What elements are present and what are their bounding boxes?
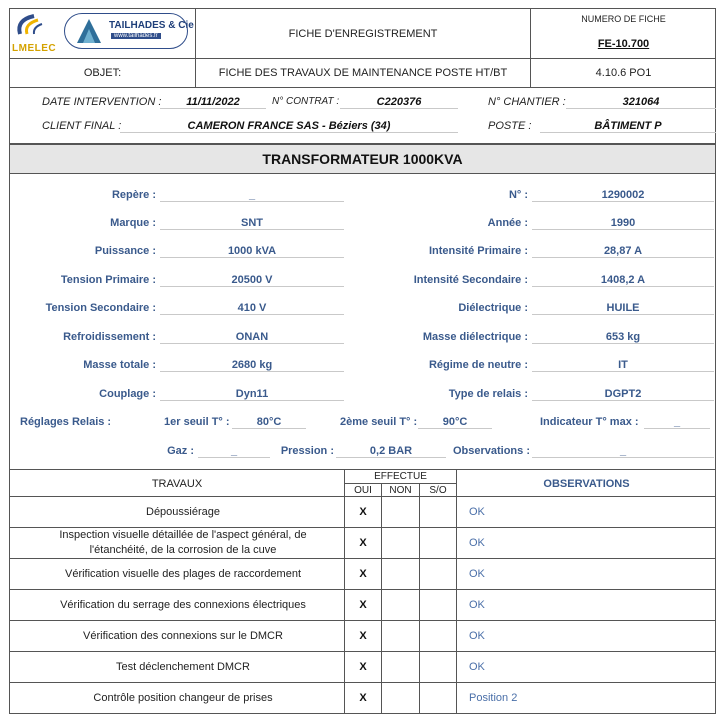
task-cell: Vérification visuelle des plages de raccordement (64, 567, 302, 580)
non-cell (382, 652, 419, 682)
spec-left-label: Masse totale : (83, 359, 156, 371)
spec-right-value: 1990 (532, 217, 714, 230)
spec-right-label: Type de relais : (448, 388, 528, 400)
non-cell (382, 621, 419, 651)
oui-cell: X (359, 630, 367, 642)
spec-left-label: Marque : (110, 217, 156, 229)
tailhades-logo-icon (75, 17, 103, 45)
pression-label: Pression : (280, 445, 334, 457)
spec-right-label: N° : (508, 189, 528, 201)
task-cell: Vérification des connexions sur le DMCR (83, 629, 283, 642)
spec-right-value: IT (532, 359, 714, 372)
spec-right-label: Intensité Secondaire : (413, 274, 528, 286)
client-label: CLIENT FINAL : (42, 120, 122, 132)
non-cell (382, 683, 419, 713)
so-cell (420, 590, 456, 620)
section-title: TRANSFORMATEUR 1000KVA (9, 144, 716, 174)
observations-value: _ (532, 445, 714, 458)
non-cell (382, 559, 419, 589)
spec-right-label: Diélectrique : (458, 302, 528, 314)
observation-cell: OK (469, 599, 485, 611)
vline-so (456, 470, 457, 714)
pression-value: 0,2 BAR (336, 445, 446, 458)
so-cell (420, 683, 456, 713)
spec-left-label: Tension Primaire : (60, 274, 156, 286)
task-cell: Vérification du serrage des connexions électriques (60, 598, 306, 611)
spec-left-value: _ (160, 189, 344, 202)
spec-left-label: Repère : (111, 189, 156, 201)
oui-cell: X (359, 661, 367, 673)
oui-header: OUI (354, 484, 372, 496)
spec-right-value: DGPT2 (532, 388, 714, 401)
spec-left-value: 1000 kVA (160, 245, 344, 258)
non-cell (382, 590, 419, 620)
objet-label: OBJET: (83, 67, 122, 79)
task-cell: Contrôle position changeur de prises (93, 691, 273, 704)
spec-left-value: SNT (160, 217, 344, 230)
seuil1-value: 80°C (232, 416, 306, 429)
so-header: S/O (429, 484, 447, 496)
form-title: FICHE D'ENREGISTREMENT (288, 27, 438, 40)
oui-cell: X (359, 537, 367, 549)
oui-cell: X (359, 599, 367, 611)
observation-cell: Position 2 (469, 692, 518, 704)
date-value: 11/11/2022 (160, 96, 266, 109)
contrat-label: N° CONTRAT : (272, 96, 340, 107)
seuil2-value: 90°C (418, 416, 492, 429)
task-cell: Dépoussiérage (146, 505, 220, 518)
spec-left-label: Puissance : (94, 245, 156, 257)
spec-left-value: 410 V (160, 302, 344, 315)
observation-cell: OK (469, 506, 485, 518)
gaz-label: Gaz : (167, 445, 194, 457)
non-header: NON (389, 484, 412, 496)
oui-cell: X (359, 692, 367, 704)
tailhades-logo-url: www.tailhades.fr (111, 33, 161, 39)
spec-left-value: ONAN (160, 331, 344, 344)
spec-left-value: Dyn11 (160, 388, 344, 401)
observation-cell: OK (469, 630, 485, 642)
lmelec-logo-icon (12, 12, 62, 40)
oui-cell: X (359, 506, 367, 518)
observation-cell: OK (469, 568, 485, 580)
spec-right-value: 1408,2 A (532, 274, 714, 287)
seuil2-label: 2ème seuil T° : (340, 416, 418, 428)
so-cell (420, 621, 456, 651)
so-cell (420, 528, 456, 558)
so-cell (420, 652, 456, 682)
spec-right-label: Année : (487, 217, 528, 229)
travaux-header: TRAVAUX (151, 477, 203, 490)
tailhades-logo (64, 13, 194, 49)
spec-right-value: 28,87 A (532, 245, 714, 258)
chantier-label: N° CHANTIER : (488, 96, 566, 108)
effectue-header: EFFECTUE (374, 471, 427, 482)
oui-cell: X (359, 568, 367, 580)
spec-right-value: 653 kg (532, 331, 714, 344)
spec-right-label: Intensité Primaire : (428, 245, 528, 257)
spec-right-label: Régime de neutre : (428, 359, 528, 371)
indicateur-value: _ (644, 416, 710, 429)
client-value: CAMERON FRANCE SAS - Béziers (34) (120, 120, 458, 133)
lmelec-logo-text: LMELEC (12, 43, 57, 54)
observation-cell: OK (469, 537, 485, 549)
chantier-value: 321064 (566, 96, 716, 109)
tailhades-logo-text: TAILHADES & Cie (109, 20, 194, 31)
indicateur-label: Indicateur T° max : (540, 416, 639, 428)
gaz-value: _ (198, 445, 270, 458)
seuil1-label: 1er seuil T° : (164, 416, 230, 428)
date-label: DATE INTERVENTION : (42, 96, 162, 108)
so-cell (420, 559, 456, 589)
objet-value: FICHE DES TRAVAUX DE MAINTENANCE POSTE HT/BT (218, 67, 508, 79)
so-cell (420, 497, 456, 527)
spec-left-label: Couplage : (99, 388, 156, 400)
spec-right-value: HUILE (532, 302, 714, 315)
numero-fiche-value: FE-10.700 (597, 38, 650, 50)
spec-right-value: 1290002 (532, 189, 714, 202)
numero-fiche-label: NUMERO DE FICHE (581, 14, 666, 24)
spec-left-label: Tension Secondaire : (45, 302, 156, 314)
contrat-value: C220376 (340, 96, 458, 109)
poste-label: POSTE : (488, 120, 532, 132)
spec-right-label: Masse diélectrique : (422, 331, 528, 343)
spec-left-value: 2680 kg (160, 359, 344, 372)
task-cell: Inspection visuelle détaillée de l'aspect général, de l'étanchéité, de la corrosion de la cuve (59, 529, 307, 556)
task-cell: Test déclenchement DMCR (116, 660, 250, 673)
observations-label: Observations : (452, 445, 530, 457)
objet-code: 4.10.6 PO1 (595, 67, 652, 79)
spec-left-value: 20500 V (160, 274, 344, 287)
observation-cell: OK (469, 661, 485, 673)
non-cell (382, 497, 419, 527)
non-cell (382, 528, 419, 558)
relais-label: Réglages Relais : (20, 416, 112, 428)
spec-left-label: Refroidissement : (63, 331, 156, 343)
lmelec-logo (12, 12, 62, 54)
poste-value: BÂTIMENT P (540, 120, 716, 133)
observations-header: OBSERVATIONS (543, 477, 630, 490)
